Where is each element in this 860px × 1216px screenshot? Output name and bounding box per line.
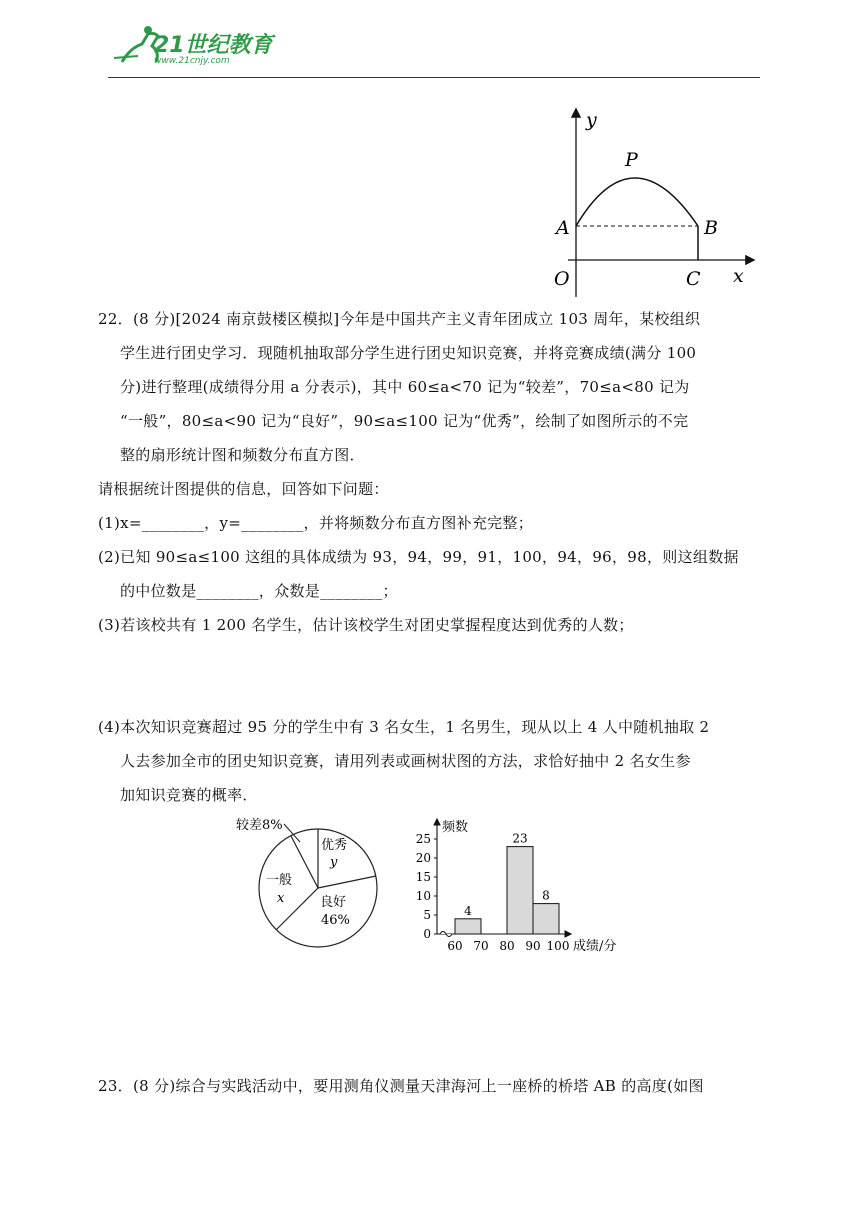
q22-line-4: “一般”，80≤a<90 记为“良好”，90≤a≤100 记为“优秀”，绘制了如图所示的不完 — [120, 412, 689, 430]
logo — [108, 22, 288, 72]
label-c: C — [686, 268, 701, 290]
label-p: P — [625, 149, 638, 171]
label-a: A — [556, 217, 570, 239]
hist-ytick-label: 10 — [415, 889, 431, 903]
pie-label-good: 良好 — [320, 895, 347, 910]
axis-break-icon — [440, 932, 452, 937]
hist-xtick-label: 90 — [525, 939, 541, 953]
hist-ytick-label: 20 — [415, 851, 431, 865]
q22-line-3: 分)进行整理(成绩得分用 a 分表示)，其中 60≤a<70 记为“较差”，70≤a<80 记为 — [120, 378, 690, 396]
hist-bar — [533, 904, 559, 934]
label-b: B — [704, 217, 718, 239]
pie-label-excellent: 优秀 — [321, 838, 348, 853]
q22-part-3: (3)若该校共有 1 200 名学生，估计该校学生对团史掌握程度达到优秀的人数； — [98, 616, 634, 634]
q22-part-4c: 加知识竞赛的概率． — [120, 786, 258, 804]
hist-ylabel: 频数 — [442, 820, 469, 835]
q22-line-5: 整的扇形统计图和频数分布直方图． — [120, 446, 365, 464]
pie-label-poor: 较差8% — [236, 818, 283, 833]
q22-part-2b: 的中位数是________，众数是________； — [120, 582, 398, 600]
header-rule — [108, 77, 760, 78]
pie-var-y: y — [330, 855, 338, 870]
hist-bar — [455, 919, 481, 934]
hist-ytick-label: 5 — [423, 908, 431, 922]
label-x: x — [733, 265, 744, 287]
hist-xlabel: 成绩/分 — [573, 939, 617, 954]
hist-xtick-label: 60 — [447, 939, 463, 953]
q22-part-4b: 人去参加全市的团史知识竞赛，请用列表或画树状图的方法，求恰好抽中 2 名女生参 — [120, 752, 691, 770]
label-o: O — [554, 268, 570, 290]
histogram — [400, 812, 640, 957]
hist-bar-label: 8 — [542, 888, 550, 903]
hist-ytick-label: 0 — [423, 927, 431, 941]
hist-ytick-label: 25 — [415, 832, 431, 846]
q22-part-4a: (4)本次知识竞赛超过 95 分的学生中有 3 名女生，1 名男生，现从以上 4 人中随机抽取 2 — [98, 718, 710, 736]
hist-bar-label: 4 — [464, 903, 472, 918]
q23-line-1: 23．(8 分)综合与实践活动中，要用测角仪测量天津海河上一座桥的桥塔 AB 的高度(如图 — [98, 1077, 704, 1095]
q22-prompt: 请根据统计图提供的信息，回答如下问题： — [98, 480, 389, 498]
hist-ytick-label: 15 — [415, 870, 431, 884]
logo-url: www.21cnjy.com — [154, 56, 230, 66]
parabola-arc — [576, 178, 698, 226]
hist-bar-label: 23 — [512, 831, 528, 846]
label-y: y — [586, 109, 597, 131]
hist-bar — [507, 847, 533, 934]
pie-pct-good: 46% — [321, 913, 350, 928]
hist-xtick-label: 80 — [499, 939, 515, 953]
q22-line-1: 22．(8 分)[2024 南京鼓楼区模拟]今年是中国共产主义青年团成立 103 周年，某校组织 — [98, 310, 701, 328]
pie-chart — [230, 812, 390, 952]
q22-part-1: (1)x=________，y=________，并将频数分布直方图补充完整； — [98, 514, 534, 532]
curve-figure — [548, 102, 768, 302]
q22-line-2: 学生进行团史学习．现随机抽取部分学生进行团史知识竞赛，并将竞赛成绩(满分 100 — [120, 344, 697, 362]
q22-part-2a: (2)已知 90≤a≤100 这组的具体成绩为 93，94，99，91，100，94，96，98，则这组数据 — [98, 548, 739, 566]
pie-label-general: 一般 — [266, 873, 293, 888]
hist-xtick-label: 100 — [546, 939, 570, 953]
hist-xtick-label: 70 — [473, 939, 489, 953]
pie-var-x: x — [277, 891, 285, 906]
logo-title: 21世纪教育 — [154, 33, 273, 58]
